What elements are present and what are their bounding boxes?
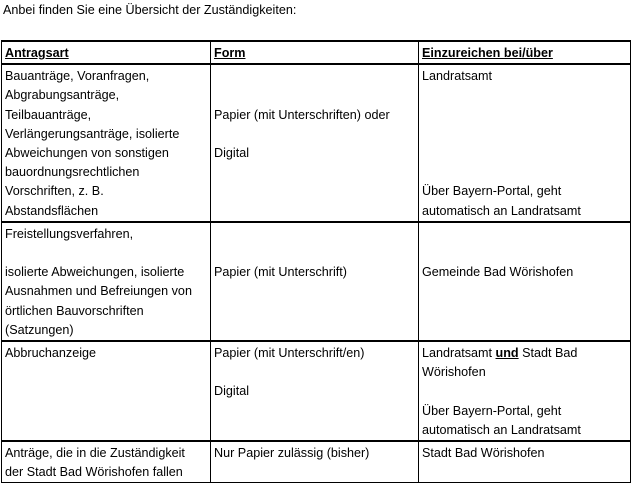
- line: [422, 344, 627, 363]
- line: Vorschriften, z. B.: [5, 184, 104, 199]
- table-row: [2, 222, 631, 341]
- line: Abstandsflächen: [5, 203, 99, 218]
- cell-form: [211, 341, 419, 441]
- table-row: [2, 64, 631, 222]
- line: Digital: [214, 384, 249, 399]
- line: Abbruchanzeige: [5, 346, 97, 361]
- cell-antragsart: [2, 64, 211, 222]
- cell-einzureichen: [419, 222, 631, 341]
- header-einzureichen: Einzureichen bei/über: [419, 41, 631, 64]
- header-antragsart: Antragsart: [2, 41, 211, 64]
- line: automatisch an Landratsamt: [422, 203, 581, 218]
- line: Anträge, die in die Zuständigkeit: [5, 446, 185, 461]
- line: Über Bayern-Portal, geht: [422, 403, 562, 418]
- cell-einzureichen: [419, 341, 631, 441]
- line: Papier (mit Unterschrift): [214, 265, 347, 280]
- line: Abweichungen von sonstigen: [5, 146, 169, 161]
- line: (Satzungen): [5, 322, 74, 337]
- emphasis: und: [495, 346, 519, 361]
- responsibility-table: [1, 40, 631, 483]
- header-form: Form: [211, 41, 419, 64]
- text: Stadt Bad: [522, 346, 578, 361]
- line: Teilbauanträge,: [5, 107, 92, 122]
- line: automatisch an Landratsamt: [422, 422, 581, 437]
- line: Verlängerungsanträge, isolierte: [5, 126, 180, 141]
- line: Abgrabungsanträge,: [5, 88, 120, 103]
- line: Nur Papier zulässig (bisher): [214, 446, 370, 461]
- cell-antragsart: [2, 341, 211, 441]
- cell-form: [211, 222, 419, 341]
- cell-antragsart: [2, 441, 211, 483]
- cell-einzureichen: [419, 64, 631, 222]
- cell-form: [211, 441, 419, 483]
- line: Ausnahmen und Befreiungen von: [5, 284, 192, 299]
- line: Landratsamt: [422, 69, 493, 84]
- cell-einzureichen: [419, 441, 631, 483]
- line: isolierte Abweichungen, isolierte: [5, 265, 185, 280]
- line: Über Bayern-Portal, geht: [422, 184, 562, 199]
- line: Freistellungsverfahren,: [5, 226, 134, 241]
- line: bauordnungsrechtlichen: [5, 165, 140, 180]
- line: Gemeinde Bad Wörishofen: [422, 265, 574, 280]
- line: Stadt Bad Wörishofen: [422, 446, 545, 461]
- intro-text: Anbei finden Sie eine Übersicht der Zuständigkeiten:: [3, 3, 297, 17]
- cell-antragsart: [2, 222, 211, 341]
- line: der Stadt Bad Wörishofen fallen: [5, 465, 183, 480]
- line: örtlichen Bauvorschriften: [5, 303, 144, 318]
- line: Digital: [214, 145, 249, 160]
- text: Landratsamt: [422, 346, 493, 361]
- table-row: [2, 341, 631, 441]
- table-row: [2, 441, 631, 483]
- table-header-row: [2, 41, 631, 64]
- cell-form: [211, 64, 419, 222]
- line: Wörishofen: [422, 365, 486, 380]
- line: Papier (mit Unterschriften) oder: [214, 107, 390, 122]
- line: Papier (mit Unterschrift/en): [214, 346, 365, 361]
- line: Bauanträge, Voranfragen,: [5, 69, 150, 84]
